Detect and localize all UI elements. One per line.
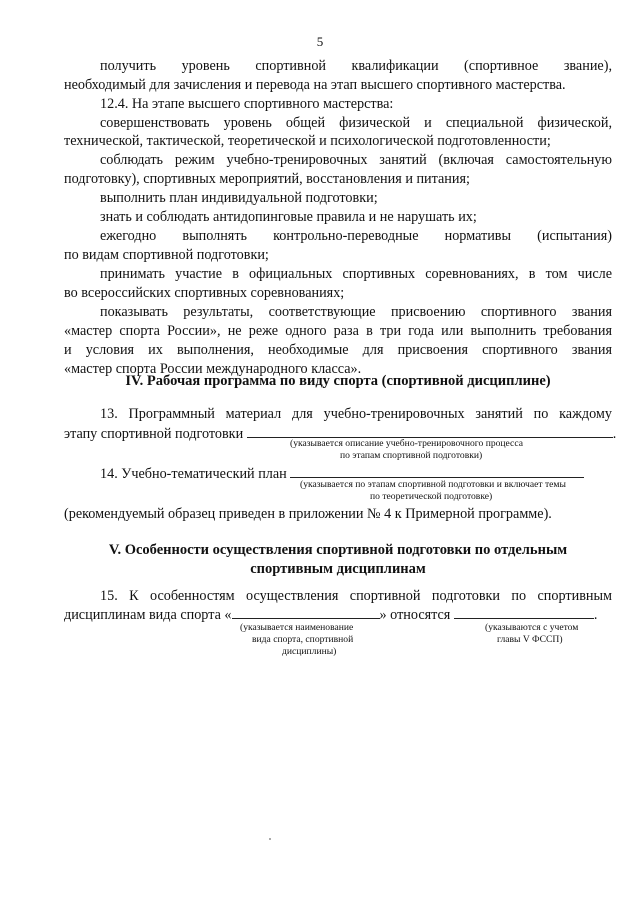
hint-note: вида спорта, спортивной [252, 634, 354, 645]
text-line: во всероссийских спортивных соревнованиях; [64, 285, 345, 301]
hint-note: дисциплины) [282, 646, 337, 657]
fill-in-blank [454, 605, 594, 619]
text-line: технической, тактической, теоретической и психологической подготовленности; [64, 133, 551, 149]
text-line: и условия их выполнения, необходимые для присвоения спортивного звания [64, 342, 612, 358]
text-line: знать и соблюдать антидопинговые правила и не нарушать их; [100, 209, 477, 225]
section-5-heading-cont: спортивным дисциплинам [250, 561, 426, 577]
hint-note: по теоретической подготовке) [370, 491, 493, 502]
period: . [612, 426, 617, 442]
text-line: ежегодно выполнять контрольно-переводные нормативы (испытания) [100, 228, 612, 244]
clause-12-4: 12.4. На этапе высшего спортивного мастерства: [100, 96, 394, 112]
text-line: » относятся [379, 607, 451, 623]
text-line: соблюдать режим учебно-тренировочных занятий (включая самостоятельную [100, 152, 612, 168]
fill-in-blank [232, 605, 380, 619]
text-line: выполнить план индивидуальной подготовки; [100, 190, 378, 206]
hint-note: (указывается описание учебно-тренировочного процесса [290, 438, 523, 449]
text-line: принимать участие в официальных спортивных соревнованиях, в том числе [100, 266, 612, 282]
text-line: (рекомендуемый образец приведен в приложении № 4 к Примерной программе). [64, 506, 552, 522]
text-line: необходимый для зачисления и перевода на этап высшего спортивного мастерства. [64, 77, 566, 93]
text-line: получить уровень спортивной квалификации (спортивное звание), [100, 58, 612, 74]
text-line: этапу спортивной подготовки [64, 426, 244, 442]
scan-speck [269, 838, 271, 840]
clause-15: 15. К особенностям осуществления спортивной подготовки по спортивным [100, 588, 612, 604]
section-5-heading: V. Особенности осуществления спортивной подготовки по отдельным [108, 542, 568, 558]
clause-13: 13. Программный материал для учебно-тренировочных занятий по каждому [100, 406, 612, 422]
hint-note: по этапам спортивной подготовки) [340, 450, 483, 461]
hint-note: (указывается наименование [240, 622, 354, 633]
hint-note: (указывается по этапам спортивной подготовки и включает темы [300, 479, 566, 490]
text-line: по видам спортивной подготовки; [64, 247, 269, 263]
text-line: показывать результаты, соответствующие присвоению спортивного звания [100, 304, 612, 320]
text-line: «мастер спорта России международного класса». [64, 361, 362, 377]
section-4-heading: IV. Рабочая программа по виду спорта (спортивной дисциплине) [125, 373, 551, 389]
hint-note: главы V ФССП) [497, 634, 563, 645]
page-number: 5 [316, 34, 324, 49]
text-line: совершенствовать уровень общей физической и специальной физической, [100, 115, 612, 131]
text-line: дисциплинам вида спорта « [64, 607, 232, 623]
hint-note: (указываются с учетом [485, 622, 579, 633]
text-line: 14. Учебно-тематический план [100, 466, 287, 482]
period: . [593, 607, 598, 623]
text-line: «мастер спорта России», не реже одного раза в три года или выполнить требования [64, 323, 612, 339]
text-line: подготовку), спортивных мероприятий, восстановления и питания; [64, 171, 470, 187]
fill-in-blank [290, 464, 584, 478]
fill-in-blank [247, 424, 613, 438]
